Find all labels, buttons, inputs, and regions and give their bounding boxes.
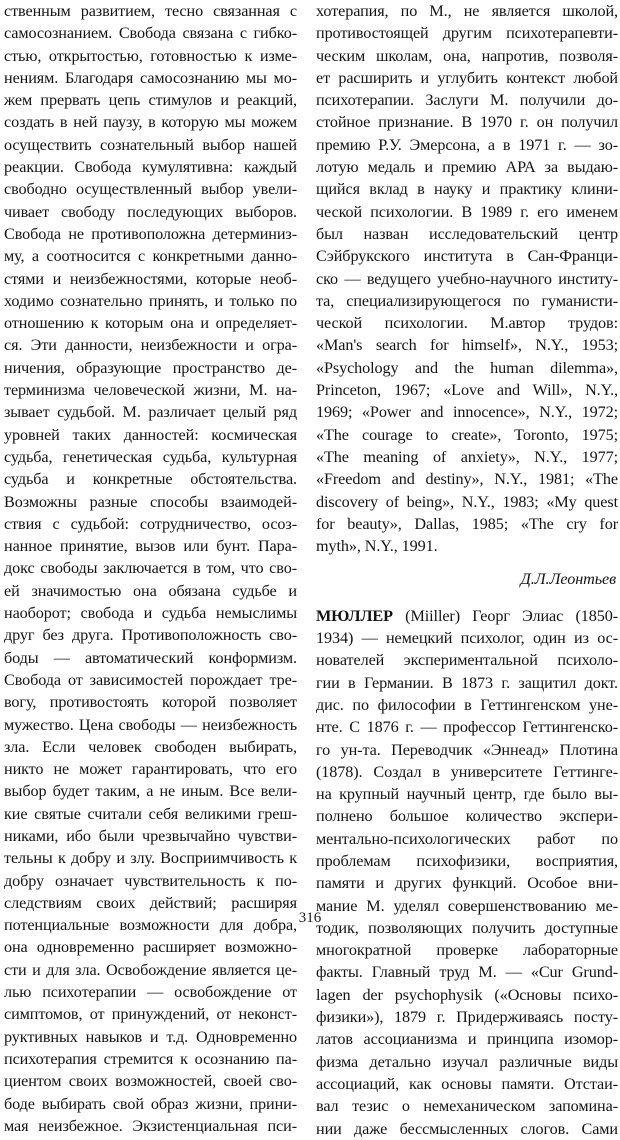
text-line: ходимо сознательно принять, и только по: [4, 291, 297, 310]
text-line: мая неизбежное. Экзистенциальная пси-: [4, 1116, 297, 1135]
text-line: нии даже бессмысленных слогов. Сами: [316, 1119, 618, 1138]
text-line: самосознанием. Свобода связана с гибко-: [4, 24, 297, 43]
text-line: myth», N.Y., 1991.: [316, 537, 438, 556]
text-line: физма детально изучал различные виды: [316, 1052, 618, 1071]
text-line: нанное принятие, вызов или бунт. Пара-: [4, 537, 297, 556]
text-line: вогу, противостоять которой позволяет: [4, 693, 297, 712]
text-line: следствиям своих действий; расширяя: [4, 893, 297, 912]
text-line: премию Р.У. Эмерсона, а в 1971 г. — зо-: [316, 135, 618, 154]
text-line: «Man's search for himself», N.Y., 1953;: [316, 336, 618, 355]
text-line: судьба, генетическая судьба, культурная: [4, 447, 297, 466]
text-line: лью психотерапии — освобождение от: [4, 983, 297, 1002]
text-line: Princeton, 1967; «Love and Will», N.Y.,: [316, 381, 618, 400]
text-line: гии в Германии. В 1873 г. защитил докт.: [316, 673, 618, 692]
text-line: ческой психологии. М.автор трудов:: [316, 314, 618, 333]
text-line: нте. С 1876 г. — профессор Геттингенско-: [316, 718, 618, 737]
text-line: выбор будет таким, а не иным. Все вели-: [4, 782, 297, 801]
entry-first-line: [316, 605, 618, 627]
text-line: чивает свободу последующих выборов.: [4, 202, 297, 221]
dictionary-entry-muller: [316, 605, 618, 1140]
text-line: ей значимостью она обязана судьбе и: [4, 581, 297, 600]
text-line: «Psychology and the human dilemma»,: [316, 358, 618, 377]
text-line: потенциальные возможности для добра,: [4, 916, 297, 935]
text-line: зла. Если человек свободен выбирать,: [4, 737, 297, 756]
text-line: сти и для зла. Освобождение является це-: [4, 960, 297, 979]
text-line: латов ассоцианизма и принципа изомор-: [316, 1030, 618, 1049]
text-line: ческим школам, она, напротив, позволя-: [316, 46, 618, 65]
text-line: стями и неизбежностями, которые необ-: [4, 269, 297, 288]
text-line: памяти и других функций. Особое вни-: [316, 874, 618, 893]
text-line: Свобода от зависимостей порождает тре-: [4, 670, 297, 689]
text-line: факты. Главный труд М. — «Cur Grund-: [316, 963, 618, 982]
entry-body-text: [316, 627, 618, 1140]
text-line: (1878). Создал в университете Геттинге-: [316, 762, 618, 781]
text-line: кие святые считали себя великими греш-: [4, 804, 297, 823]
text-line: ничения, образующие пространство де-: [4, 358, 297, 377]
text-line: уровней таких данностей: космическая: [4, 425, 297, 444]
text-line: лотую медаль и премию АРА за выдаю-: [316, 158, 618, 177]
text-line: стойное признание. В 1970 г. он получил: [316, 113, 618, 132]
text-line: ческой психологии. В 1989 г. его именем: [316, 202, 618, 221]
text-line: discovery of being», N.Y., 1983; «My quest: [316, 492, 618, 511]
text-line: 1934) — немецкий психолог, один из ос-: [316, 629, 618, 648]
text-line: реакции. Свобода кумулятивна: каждый: [4, 158, 297, 177]
text-line: был назван исследовательский центр: [316, 224, 618, 243]
text-line: многократной проверке лабораторные: [316, 941, 618, 960]
text-line: циентом своих возможностей, своей сво-: [4, 1072, 297, 1091]
text-line: ет расширить и углубить контекст любой: [316, 68, 618, 87]
text-line: друг без друга. Противоположность сво-: [4, 626, 297, 645]
right-column: [316, 0, 618, 1140]
text-line: lagen der psychophysik («Основы психо-: [316, 985, 618, 1004]
text-line: тельны к добру и злу. Восприимчивость к: [4, 849, 297, 868]
text-line: Сэйбрукского института в Сан-Франци-: [316, 247, 618, 266]
text-line: симптомов, от принуждений, от неконст-: [4, 1005, 297, 1024]
text-line: «Freedom and destiny», N.Y., 1981; «The: [316, 470, 618, 489]
text-line: му, а соотносится с конкретными данно-: [4, 247, 297, 266]
text-line: го ун-та. Переводчик «Эннеад» Плотина: [316, 740, 618, 759]
text-line: психотерапия стремится к осознанию па-: [4, 1049, 297, 1068]
text-line: ствия с судьбой: сотрудничество, осоз-: [4, 514, 297, 533]
text-line: никами, ибо были чрезвычайно чувстви-: [4, 826, 297, 845]
text-line: никто не может гарантировать, что его: [4, 760, 297, 779]
text-line: наоборот; свобода и судьба немыслимы: [4, 604, 297, 623]
left-column: [4, 0, 297, 1137]
text-line: терминизма человеческой жизни, М. на-: [4, 381, 297, 400]
text-line: Свобода не противоположна детерминиз-: [4, 224, 297, 243]
text-line: полнено большое количество экспери-: [316, 807, 618, 826]
text-line: вал тезис о немеханическом запомина-: [316, 1097, 618, 1116]
text-line: дис. по философии в Геттингенском уне-: [316, 695, 618, 714]
entry-headword-details: (Miiller) Георг Элиас (1850-: [392, 606, 618, 625]
text-line: боды — автоматический конформизм.: [4, 648, 297, 667]
text-line: создать в ней паузу, в которую мы можем: [4, 113, 297, 132]
text-line: боде выбирать свой образ жизни, прини-: [4, 1094, 297, 1113]
text-line: физики»), 1879 г. Придерживаясь посту-: [316, 1008, 618, 1027]
text-line: нениям. Благодаря самосознанию мы мо-: [4, 68, 297, 87]
text-line: та, специализирующегося по гуманисти-: [316, 291, 618, 310]
text-line: нователей экспериментальной психоло-: [316, 651, 618, 670]
text-line: осуществить сознательный выбор нашей: [4, 135, 297, 154]
text-line: мание М. уделял совершенствованию ме-: [316, 896, 618, 915]
text-line: жем прервать цепь стимулов и реакций,: [4, 91, 297, 110]
text-line: «The courage to create», Toronto, 1975;: [316, 425, 618, 444]
text-line: тодик, позволяющих получить доступные: [316, 918, 618, 937]
text-line: хотерапия, по М., не является школой,: [316, 2, 618, 20]
text-line: руктивных навыков и т.д. Одновременно: [4, 1027, 297, 1046]
text-line: стью, открытостью, готовностью к изме-: [4, 46, 297, 65]
text-line: Возможны разные способы взаимодей-: [4, 492, 297, 511]
text-line: докс свободы заключается в том, что сво-: [4, 559, 297, 578]
text-line: противостоящей другим психотерапевти-: [316, 24, 618, 43]
continued-article-text: [316, 0, 618, 557]
text-line: судьба и конкретные обстоятельства.: [4, 470, 297, 489]
text-line: щийся вклад в науку и практику клини-: [316, 180, 618, 199]
author-signature: Д.Л.Леонтьев: [520, 570, 616, 589]
text-line: ся. Эти данности, неизбежности и огра-: [4, 336, 297, 355]
entry-headword: МЮЛЛЕР: [316, 606, 393, 625]
text-line: отношению к которым она и определяет-: [4, 314, 297, 333]
text-line: 1969; «Power and innocence», N.Y., 1972;: [316, 403, 618, 422]
text-line: свободно осуществленный выбор увели-: [4, 180, 297, 199]
text-line: зывает судьбой. М. различает целый ряд: [4, 403, 297, 422]
text-line: ментально-психологических работ по: [316, 829, 618, 848]
text-line: for beauty», Dallas, 1985; «The cry for: [316, 514, 618, 533]
text-line: «The meaning of anxiety», N.Y., 1977;: [316, 447, 618, 466]
text-line: ственным развитием, тесно связанная с: [4, 2, 297, 20]
text-line: проблемам психофизики, восприятия,: [316, 851, 618, 870]
text-line: мужество. Цена свободы — неизбежность: [4, 715, 297, 734]
text-line: ско — ведущего учебно-научного институ-: [316, 269, 618, 288]
text-line: она одновременно расширяет возможно-: [4, 938, 297, 957]
text-line: добру означает чувствительность к по-: [4, 871, 297, 890]
page-number: 316: [298, 910, 322, 926]
text-line: на крупный научный центр, где было вы-: [316, 785, 618, 804]
text-line: психотерапии. Заслуги М. получили до-: [316, 91, 618, 110]
text-line: ассоциаций, как основы памяти. Отстаи-: [316, 1074, 618, 1093]
